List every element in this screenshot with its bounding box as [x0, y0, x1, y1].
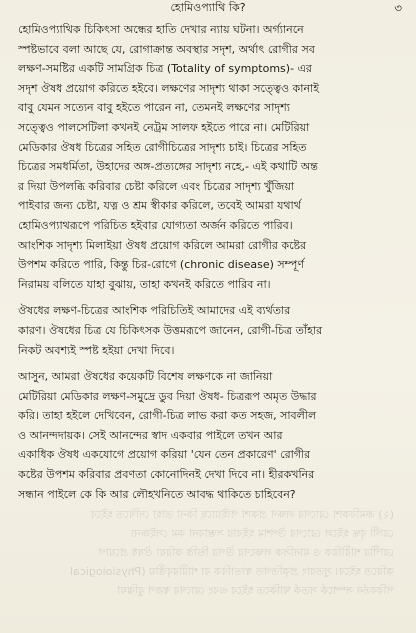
show-through-line: করিতে হইবে। সুতরাং প্রকৃতিগত স্বাভাবিক বা শারীরবৃত্তীয় (Physiological: [70, 565, 394, 578]
text-line: কারণ। ঔষধের চিত্র যে চিকিৎসক উত্তমরূপে জানেন, রোগী-চিত্র তাঁহার: [18, 323, 323, 337]
text-line: পাইবার জন্য চেষ্টা, যত্ন ও শ্রম স্বীকার করিলে, তবেই আমরা যথার্থ: [18, 199, 301, 213]
paragraph-gap: [18, 360, 404, 367]
text-line: বাবু যেমন সত্যেন বাবু হইতে পারেন না, তেমনই লক্ষণের সাদৃশ্য: [18, 101, 290, 115]
text-line: নিকট অবশ্যই স্পষ্ট হইয়া দেখা দিবে।: [18, 343, 175, 357]
text-line: স্পষ্টভাবে বলা আছে যে, রোগাক্রান্ত অবস্থার সদৃশ, অর্থাৎ রোগীর সব: [18, 42, 315, 56]
text-line: মেডিকার ঔষধ চিত্রের সহিত রোগীচিত্রের সাদৃশ্য চাই। চিত্রের সহিত: [18, 140, 307, 154]
show-through-line: রোগী বৃদ্ধ হইলে রোগের উপশম হইবার সম্ভাবনা কম সেইজন্য: [130, 527, 394, 540]
text-line: সন্ধান পাইলে কে কি আর লৌহখনিতে আবদ্ধ থাকিতে চাহিবেন?: [18, 487, 296, 501]
text-line: লক্ষণ-সমষ্টির একটি সামগ্রিক চিত্র (Totality of symptoms)- এর: [18, 62, 312, 76]
text-line: একাধিক ঔষধ একযোগে প্রয়োগ করিয়া 'যেন তেন প্রকারেণ' রোগীর: [18, 448, 311, 462]
text-line: ঔষধের লক্ষণ-চিত্রের আংশিক পরিচিতিই আমাদের এই ব্যর্থতার: [18, 304, 291, 318]
text-line: উপশম করিতে পারি, কিন্তু চির-রোগে (chronic disease) সম্পূর্ণ: [18, 258, 305, 272]
body-text: [18, 20, 404, 504]
text-line: র দিয়া উপলব্ধি করিবার চেষ্টা করিলে এবং চিত্রের সাদৃশ্য খুঁজিয়া: [18, 179, 295, 193]
text-line: হোমিওপ্যাথরূপে পরিচিত হইবার যোগ্যতা অর্জন করিতে পারিব।: [18, 218, 293, 232]
text-line: কষ্টের উপশম করিবার প্রবণতা কোনোদিনই দেখা দিবে না। হীরকখনির: [18, 468, 315, 482]
paragraph-3: [18, 367, 404, 504]
text-line: ও আনন্দদায়ক। সেই আনন্দের স্বাদ একবার পাইলে তখন আর: [18, 428, 283, 442]
text-line: নিরাময় বলিতে যাহা বুঝায়, তাহা কখনই করিতে পারিব না।: [18, 277, 271, 291]
text-line: করি। তাহা হইলে দেখিবেন, রোগী-চিত্র লাভ করা কত সহজ, সাবলীল: [18, 409, 317, 423]
text-line: সত্ত্বেও পালসেটিলা কখনই নেট্রম সালফ হইতে পারে না। মেটিরিয়া: [18, 120, 310, 134]
running-header: [0, 0, 416, 18]
paragraph-gap: [18, 294, 404, 301]
text-line: আংশিক সাদৃশ্য মিলাইয়া ঔষধ প্রয়োগ করিলে আমরা রোগীর কষ্টের: [18, 238, 307, 252]
show-through-line: (২) ক্রমবিকাশ রোগের লক্ষণ প্রকাশ পাইয়াছে কিনা তাহা দেখিতে হইবে: [90, 508, 394, 521]
text-line: সদৃশ ঔষধ প্রয়োগ করিতে হইবে। লক্ষণের সাদৃশ্য থাকা সত্ত্বেও কানাই: [18, 81, 319, 95]
paragraph-1: [18, 20, 404, 294]
page-number: ৩: [394, 1, 402, 15]
text-line: মেটিরিয়া মেডিকার লক্ষণ-সমুদ্রে ডুব দিয়া ঔষধ- চিত্ররূপ অমৃত উদ্ধার: [18, 389, 317, 403]
text-line: চিত্রের সমধর্মিতা, উহাদের অঙ্গ-প্রত্যঙ্গের সাদৃশ্য নহে,- এই কথাটি অন্ত: [18, 160, 318, 174]
paragraph-2: [18, 301, 404, 360]
show-through-line: পরিবর্তন সম্পর্কে সতর্ক থাকিতে হইবে এবং রোগের স্বরূপ বুঝিয়া: [117, 584, 394, 597]
text-line: হোমিওপ্যাথিক চিকিৎসা অন্ধের হাতি দেখার ন্যায় ঘটনা। অর্গ্যাননে: [18, 23, 304, 36]
show-through-text: [0, 505, 416, 633]
text-line: আসুন, আমরা ঔষধের কয়েকটি বিশেষ লক্ষণকে না জানিয়া: [18, 370, 273, 384]
show-through-line: রোগীর শারীরিক ও মানসিক লক্ষণের উপর ভিত্তি করিয়া ঔষধ প্রয়োগ: [98, 546, 394, 559]
running-title: হোমিওপ্যাথি কি?: [170, 1, 246, 14]
